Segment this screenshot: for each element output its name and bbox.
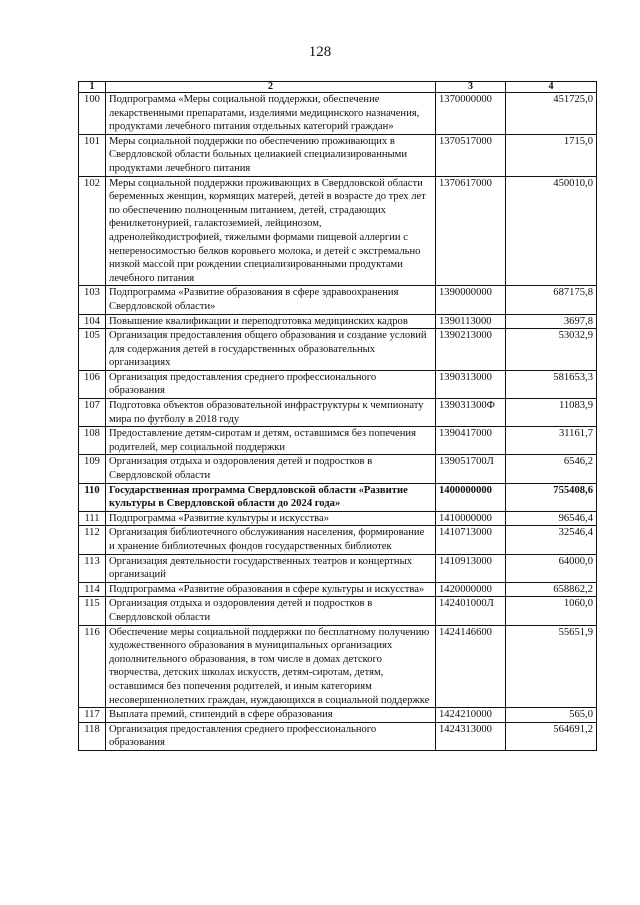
row-amount: 658862,2 bbox=[506, 582, 597, 597]
row-amount: 687175,8 bbox=[506, 286, 597, 314]
row-code: 142401000Л bbox=[436, 597, 506, 625]
row-code: 1390113000 bbox=[436, 314, 506, 329]
row-number: 108 bbox=[79, 427, 106, 455]
header-col-4: 4 bbox=[506, 82, 597, 93]
table-row bbox=[79, 625, 597, 708]
table-row bbox=[79, 93, 597, 135]
table-header-row bbox=[79, 82, 597, 93]
row-name: Предоставление детям-сиротам и детям, оставшимся без попечения родителей, мер социальной поддержки bbox=[106, 427, 436, 455]
row-number: 113 bbox=[79, 554, 106, 582]
row-amount: 11083,9 bbox=[506, 399, 597, 427]
row-amount: 32546,4 bbox=[506, 526, 597, 554]
row-code: 1424313000 bbox=[436, 722, 506, 750]
table-row bbox=[79, 399, 597, 427]
row-name: Меры социальной поддержки проживающих в Свердловской области беременных женщин, кормящих матерей, детей в возрасте до трех лет по обеспечению полноценным питанием, детей, страдающих фенилкетонурией, галактоземией, лейцинозом, адренолейкодистрофией, тяжелыми формами пищевой аллергии с непереносимостью белков коровьего молока, и детей с экстремально низкой массой при рождении специализированными продуктами лечебного питания bbox=[106, 176, 436, 286]
row-number: 100 bbox=[79, 93, 106, 135]
row-name: Подпрограмма «Меры социальной поддержки, обеспечение лекарственными препаратами, изделиями медицинского назначения, продуктами лечебного питания отдельных категорий граждан» bbox=[106, 93, 436, 135]
row-number: 114 bbox=[79, 582, 106, 597]
row-code: 1370617000 bbox=[436, 176, 506, 286]
row-code: 1410913000 bbox=[436, 554, 506, 582]
header-col-1: 1 bbox=[79, 82, 106, 93]
row-name: Организация предоставления общего образования и создание условий для содержания детей в государственных образовательных организациях bbox=[106, 329, 436, 371]
row-amount: 755408,6 bbox=[506, 483, 597, 511]
row-amount: 55651,9 bbox=[506, 625, 597, 708]
row-code: 1424146600 bbox=[436, 625, 506, 708]
row-amount: 564691,2 bbox=[506, 722, 597, 750]
row-amount: 581653,3 bbox=[506, 370, 597, 398]
row-number: 109 bbox=[79, 455, 106, 483]
row-name: Обеспечение меры социальной поддержки по бесплатному получению художественного образования в муниципальных организациях дополнительного образования, в том числе в домах детского творчества, детских школах искусств, детям-сиротам, детям, оставшимся без попечения родителей, и иным категориям несовершеннолетних граждан, нуждающихся в социальной поддержке bbox=[106, 625, 436, 708]
table-row bbox=[79, 286, 597, 314]
row-amount: 64000,0 bbox=[506, 554, 597, 582]
table-row bbox=[79, 483, 597, 511]
row-number: 106 bbox=[79, 370, 106, 398]
row-amount: 53032,9 bbox=[506, 329, 597, 371]
table-row bbox=[79, 455, 597, 483]
row-number: 111 bbox=[79, 511, 106, 526]
row-name: Организация библиотечного обслуживания населения, формирование и хранение библиотечных фондов государственных библиотек bbox=[106, 526, 436, 554]
row-name: Выплата премий, стипендий в сфере образования bbox=[106, 708, 436, 723]
row-name: Подпрограмма «Развитие культуры и искусства» bbox=[106, 511, 436, 526]
table-row bbox=[79, 511, 597, 526]
row-number: 104 bbox=[79, 314, 106, 329]
row-code: 1410713000 bbox=[436, 526, 506, 554]
row-number: 115 bbox=[79, 597, 106, 625]
row-code: 1390313000 bbox=[436, 370, 506, 398]
table-row bbox=[79, 134, 597, 176]
row-code: 1390213000 bbox=[436, 329, 506, 371]
row-amount: 96546,4 bbox=[506, 511, 597, 526]
row-code: 1370000000 bbox=[436, 93, 506, 135]
table-row bbox=[79, 722, 597, 750]
header-col-2: 2 bbox=[106, 82, 436, 93]
row-number: 116 bbox=[79, 625, 106, 708]
row-amount: 1060,0 bbox=[506, 597, 597, 625]
row-code: 1420000000 bbox=[436, 582, 506, 597]
row-amount: 3697,8 bbox=[506, 314, 597, 329]
row-code: 1390417000 bbox=[436, 427, 506, 455]
row-number: 101 bbox=[79, 134, 106, 176]
row-code: 1390000000 bbox=[436, 286, 506, 314]
row-number: 102 bbox=[79, 176, 106, 286]
row-code: 1400000000 bbox=[436, 483, 506, 511]
row-code: 1424210000 bbox=[436, 708, 506, 723]
table-row bbox=[79, 526, 597, 554]
row-code: 1410000000 bbox=[436, 511, 506, 526]
budget-table bbox=[78, 81, 597, 751]
row-name: Организация предоставления среднего профессионального образования bbox=[106, 722, 436, 750]
row-name: Организация отдыха и оздоровления детей и подростков в Свердловской области bbox=[106, 597, 436, 625]
row-name: Подпрограмма «Развитие образования в сфере культуры и искусства» bbox=[106, 582, 436, 597]
row-number: 107 bbox=[79, 399, 106, 427]
row-number: 110 bbox=[79, 483, 106, 511]
header-col-3: 3 bbox=[436, 82, 506, 93]
row-number: 118 bbox=[79, 722, 106, 750]
row-name: Подготовка объектов образовательной инфраструктуры к чемпионату мира по футболу в 2018 году bbox=[106, 399, 436, 427]
row-amount: 565,0 bbox=[506, 708, 597, 723]
row-amount: 451725,0 bbox=[506, 93, 597, 135]
row-number: 112 bbox=[79, 526, 106, 554]
table-row bbox=[79, 370, 597, 398]
row-code: 139031300Ф bbox=[436, 399, 506, 427]
table-row bbox=[79, 708, 597, 723]
row-name: Организация деятельности государственных театров и концертных организаций bbox=[106, 554, 436, 582]
table-row bbox=[79, 329, 597, 371]
row-amount: 31161,7 bbox=[506, 427, 597, 455]
row-name: Подпрограмма «Развитие образования в сфере здравоохранения Свердловской области» bbox=[106, 286, 436, 314]
row-code: 139051700Л bbox=[436, 455, 506, 483]
row-amount: 6546,2 bbox=[506, 455, 597, 483]
row-number: 103 bbox=[79, 286, 106, 314]
row-name: Повышение квалификации и переподготовка медицинских кадров bbox=[106, 314, 436, 329]
table-row bbox=[79, 554, 597, 582]
table-row bbox=[79, 427, 597, 455]
row-number: 105 bbox=[79, 329, 106, 371]
row-code: 1370517000 bbox=[436, 134, 506, 176]
table-row bbox=[79, 597, 597, 625]
table-row bbox=[79, 582, 597, 597]
row-name: Организация предоставления среднего профессионального образования bbox=[106, 370, 436, 398]
row-number: 117 bbox=[79, 708, 106, 723]
row-amount: 450010,0 bbox=[506, 176, 597, 286]
row-amount: 1715,0 bbox=[506, 134, 597, 176]
table-row bbox=[79, 176, 597, 286]
row-name: Организация отдыха и оздоровления детей и подростков в Свердловской области bbox=[106, 455, 436, 483]
row-name: Государственная программа Свердловской области «Развитие культуры в Свердловской области до 2024 года» bbox=[106, 483, 436, 511]
table-row bbox=[79, 314, 597, 329]
page-number: 128 bbox=[308, 44, 332, 60]
row-name: Меры социальной поддержки по обеспечению проживающих в Свердловской области больных целиакией специализированными продуктами лечебного питания bbox=[106, 134, 436, 176]
